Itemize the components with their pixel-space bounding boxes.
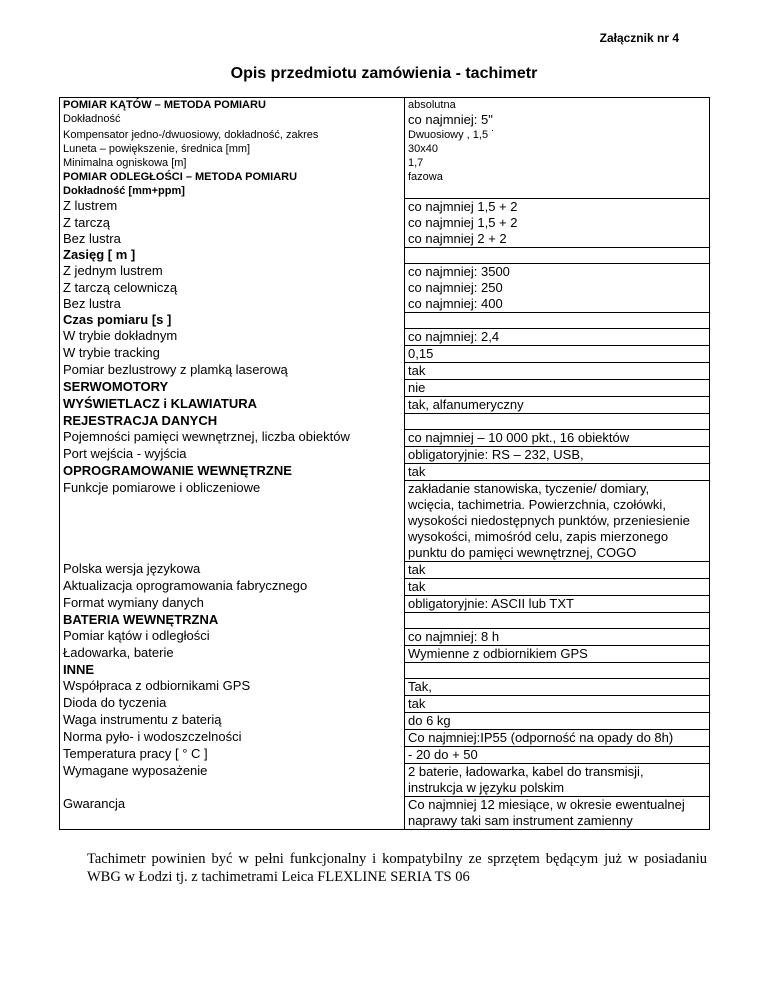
row-value: tak	[405, 578, 710, 595]
table-row	[60, 198, 710, 215]
specification-table	[59, 97, 710, 830]
row-key: Bez lustra	[60, 231, 405, 248]
row-key: Dokładność	[60, 112, 405, 128]
row-value	[405, 413, 710, 429]
table-row	[60, 280, 710, 296]
row-key: BATERIA WEWNĘTRZNA	[60, 612, 405, 628]
row-value: Tak,	[405, 678, 710, 695]
row-key: Dokładność [mm+ppm]	[60, 184, 405, 198]
row-key: Bez lustra	[60, 296, 405, 313]
row-value: co najmniej 1,5 + 2	[405, 215, 710, 231]
footer-note: Tachimetr powinien być w pełni funkcjonalny i kompatybilny ze sprzętem będącym już w posiadaniu WBG w Łodzi tj. z tachimetrami Leica FLEXLINE SERIA TS 06	[87, 851, 707, 885]
row-key: Pomiar bezlustrowy z plamką laserową	[60, 362, 405, 379]
row-value: Dwuosiowy , 1,5 ˙	[405, 128, 710, 142]
row-key: W trybie tracking	[60, 345, 405, 362]
row-value: obligatoryjnie: ASCII lub TXT	[405, 595, 710, 612]
row-key: Format wymiany danych	[60, 595, 405, 612]
row-value: Wymienne z odbiornikiem GPS	[405, 645, 710, 662]
table-row	[60, 446, 710, 463]
row-value: co najmniej: 5"	[405, 112, 710, 128]
table-row	[60, 379, 710, 396]
row-key: Funkcje pomiarowe i obliczeniowe	[60, 480, 405, 561]
page-title: Opis przedmiotu zamówienia - tachimetr	[230, 65, 538, 82]
row-value: obligatoryjnie: RS – 232, USB,	[405, 446, 710, 463]
row-value: tak	[405, 362, 710, 379]
table-row	[60, 142, 710, 156]
row-key: Z tarczą celowniczą	[60, 280, 405, 296]
row-key: Waga instrumentu z baterią	[60, 712, 405, 729]
table-row	[60, 396, 710, 413]
table-row	[60, 112, 710, 128]
row-value: co najmniej – 10 000 pkt., 16 obiektów	[405, 429, 710, 446]
table-row	[60, 463, 710, 480]
table-row	[60, 263, 710, 280]
row-value: absolutna	[405, 98, 710, 113]
row-value: tak	[405, 561, 710, 578]
table-row	[60, 98, 710, 113]
row-value	[405, 312, 710, 328]
table-row	[60, 362, 710, 379]
row-value: tak, alfanumeryczny	[405, 396, 710, 413]
row-value: co najmniej: 400	[405, 296, 710, 313]
table-row	[60, 746, 710, 763]
row-key: Minimalna ogniskowa [m]	[60, 156, 405, 170]
row-value: 2 baterie, ładowarka, kabel do transmisji, instrukcja w języku polskim	[405, 763, 710, 796]
row-value: Co najmniej:IP55 (odporność na opady do 8h)	[405, 729, 710, 746]
table-row	[60, 328, 710, 345]
row-key: Kompensator jedno-/dwuosiowy, dokładność, zakres	[60, 128, 405, 142]
row-key: Polska wersja językowa	[60, 561, 405, 578]
table-row	[60, 645, 710, 662]
row-key: OPROGRAMOWANIE WEWNĘTRZNE	[60, 463, 405, 480]
row-value: co najmniej: 3500	[405, 263, 710, 280]
row-value: 1,7	[405, 156, 710, 170]
row-key: Dioda do tyczenia	[60, 695, 405, 712]
row-value: 30x40	[405, 142, 710, 156]
row-value: Co najmniej 12 miesiące, w okresie ewentualnej naprawy taki sam instrument zamienny	[405, 796, 710, 829]
row-key: Z tarczą	[60, 215, 405, 231]
row-value: 0,15	[405, 345, 710, 362]
row-value: do 6 kg	[405, 712, 710, 729]
row-key: Luneta – powiększenie, średnica [mm]	[60, 142, 405, 156]
table-row	[60, 595, 710, 612]
row-value: co najmniej 1,5 + 2	[405, 198, 710, 215]
table-row	[60, 612, 710, 628]
table-row	[60, 312, 710, 328]
row-value: co najmniej 2 + 2	[405, 231, 710, 248]
table-row	[60, 184, 710, 198]
attachment-label: Załącznik nr 4	[599, 31, 679, 45]
table-row	[60, 247, 710, 263]
table-row	[60, 231, 710, 248]
row-key: Z jednym lustrem	[60, 263, 405, 280]
row-key: Gwarancja	[60, 796, 405, 829]
table-row	[60, 170, 710, 184]
row-value	[405, 247, 710, 263]
row-key: WYŚWIETLACZ i KLAWIATURA	[60, 396, 405, 413]
row-value: tak	[405, 463, 710, 480]
row-key: Zasięg [ m ]	[60, 247, 405, 263]
table-row	[60, 578, 710, 595]
row-key: SERWOMOTORY	[60, 379, 405, 396]
table-row	[60, 345, 710, 362]
row-key: Z lustrem	[60, 198, 405, 215]
table-row	[60, 695, 710, 712]
row-value	[405, 184, 710, 198]
row-value: nie	[405, 379, 710, 396]
table-row	[60, 128, 710, 142]
table-row	[60, 296, 710, 313]
row-key: REJESTRACJA DANYCH	[60, 413, 405, 429]
row-key: W trybie dokładnym	[60, 328, 405, 345]
row-key: INNE	[60, 662, 405, 678]
row-key: Wymagane wyposażenie	[60, 763, 405, 796]
row-value: zakładanie stanowiska, tyczenie/ domiary, wcięcia, tachimetria. Powierzchnia, czołówki, wysokości niedostępnych punktów, przeniesienie wysokości, mimośród celu, zapis mierzonego punktu do pamięci wewnętrznej, COGO	[405, 480, 710, 561]
row-key: Norma pyło- i wodoszczelności	[60, 729, 405, 746]
row-value	[405, 662, 710, 678]
row-value: co najmniej: 2,4	[405, 328, 710, 345]
table-row	[60, 429, 710, 446]
row-key: Pojemności pamięci wewnętrznej, liczba obiektów	[60, 429, 405, 446]
table-row	[60, 729, 710, 746]
row-value	[405, 612, 710, 628]
row-key: POMIAR KĄTÓW – METODA POMIARU	[60, 98, 405, 113]
table-row	[60, 678, 710, 695]
row-key: POMIAR ODLEGŁOŚCI – METODA POMIARU	[60, 170, 405, 184]
table-row	[60, 796, 710, 829]
row-value: fazowa	[405, 170, 710, 184]
table-row	[60, 561, 710, 578]
row-key: Czas pomiaru [s ]	[60, 312, 405, 328]
row-value: co najmniej: 250	[405, 280, 710, 296]
row-key: Pomiar kątów i odległości	[60, 628, 405, 645]
table-row	[60, 662, 710, 678]
row-value: co najmniej: 8 h	[405, 628, 710, 645]
row-value: tak	[405, 695, 710, 712]
row-value: - 20 do + 50	[405, 746, 710, 763]
row-key: Współpraca z odbiornikami GPS	[60, 678, 405, 695]
table-row	[60, 413, 710, 429]
row-key: Temperatura pracy [ ° C ]	[60, 746, 405, 763]
table-row	[60, 628, 710, 645]
table-row	[60, 763, 710, 796]
table-row	[60, 156, 710, 170]
row-key: Ładowarka, baterie	[60, 645, 405, 662]
row-key: Port wejścia - wyjścia	[60, 446, 405, 463]
table-row	[60, 480, 710, 561]
row-key: Aktualizacja oprogramowania fabrycznego	[60, 578, 405, 595]
table-row	[60, 215, 710, 231]
table-row	[60, 712, 710, 729]
